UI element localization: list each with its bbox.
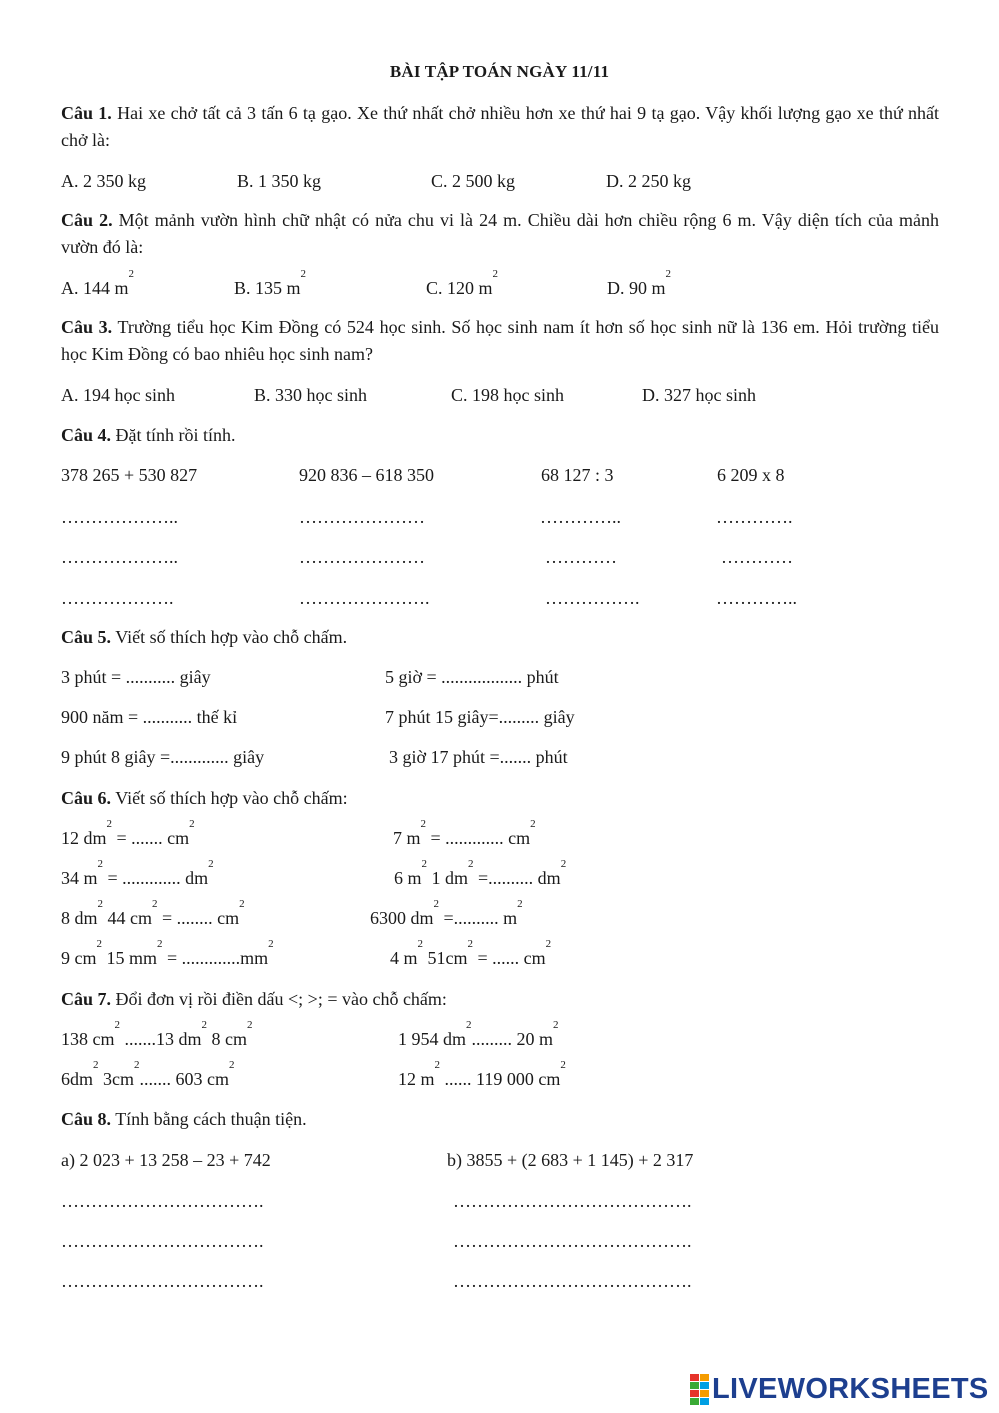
- answer-line[interactable]: …………………: [299, 547, 425, 567]
- answer-line[interactable]: …………..: [540, 507, 621, 527]
- question-label: Câu 5.: [61, 627, 112, 647]
- fill-item[interactable]: 9 $cm^2$ 15 $mm^2 = .............mm^2$: [61, 938, 274, 968]
- option-a[interactable]: A. 2 350 kg: [61, 171, 146, 191]
- question-label: Câu 7.: [61, 989, 112, 1009]
- expression: 6 209 x 8: [717, 465, 785, 485]
- question-text: Trường tiểu học Kim Đồng có 524 học sinh. Số học sinh nam ít hơn số học sinh nữ là 136 em. Hỏi trường tiểu học Kim Đồng có bao nhiêu học sinh nam?: [61, 317, 939, 364]
- compare-item[interactable]: 138 $cm^2$ .......13 $dm^2$ 8 $cm^2$: [61, 1019, 253, 1049]
- answer-line[interactable]: ………………..: [61, 507, 178, 527]
- question-label: Câu 1.: [61, 103, 112, 123]
- brand-name: LIVEWORKSHEETS: [712, 1372, 989, 1405]
- answer-line[interactable]: …………….: [545, 588, 640, 608]
- answer-line[interactable]: ………………………………….: [453, 1231, 692, 1251]
- question-3: [61, 314, 939, 368]
- blocks-icon: [690, 1374, 709, 1405]
- question-text: Đổi đơn vị rồi điền dấu <; >; = vào chỗ chấm:: [111, 989, 447, 1009]
- answer-line[interactable]: ………….: [716, 507, 793, 527]
- fill-item[interactable]: 3 phút = ........... giây: [61, 667, 211, 687]
- answer-line[interactable]: …………………: [299, 507, 425, 527]
- answer-line[interactable]: …………..: [716, 588, 797, 608]
- option-d[interactable]: D. 90 $m^2$: [607, 268, 671, 298]
- question-label: Câu 3.: [61, 317, 113, 337]
- answer-line[interactable]: ………………………………….: [453, 1191, 692, 1211]
- option-a[interactable]: A. 144 $m^2$: [61, 268, 134, 298]
- expression: 68 127 : 3: [541, 465, 614, 485]
- question-4: [61, 424, 236, 446]
- question-label: Câu 6.: [61, 788, 112, 808]
- option-a[interactable]: A. 194 học sinh: [61, 385, 175, 405]
- question-text: Đặt tính rồi tính.: [111, 425, 236, 445]
- answer-line[interactable]: ………………….: [299, 588, 430, 608]
- compare-item[interactable]: $6dm^2$ $3cm^2$....... 603 $cm^2$: [61, 1059, 235, 1089]
- fill-item[interactable]: 5 giờ = .................. phút: [385, 667, 559, 687]
- question-text: Hai xe chở tất cả 3 tấn 6 tạ gạo. Xe thứ nhất chở nhiều hơn xe thứ hai 9 tạ gạo. Vậy khối lượng gạo xe thứ nhất chở là:: [61, 103, 939, 150]
- question-7: [61, 988, 447, 1010]
- fill-item[interactable]: 6300 $dm^2$ =.......... $m^2$: [370, 898, 523, 928]
- expression: 378 265 + 530 827: [61, 465, 198, 485]
- compare-item[interactable]: 1 954 $dm^2$......... 20 $m^2$: [398, 1019, 559, 1049]
- fill-item[interactable]: 7 $m^2$ = ............. $cm^2$: [393, 818, 536, 848]
- question-6: [61, 787, 348, 809]
- fill-item[interactable]: 8 $dm^2$ 44 $cm^2$ = ........ $cm^2$: [61, 898, 245, 928]
- answer-line[interactable]: …………………………….: [61, 1271, 264, 1291]
- compare-item[interactable]: 12 $m^2$ ...... 119 000 $cm^2$: [398, 1059, 566, 1089]
- option-c[interactable]: C. 120 $m^2$: [426, 268, 499, 298]
- question-text: Tính bằng cách thuận tiện.: [111, 1109, 307, 1129]
- question-8: [61, 1108, 307, 1130]
- liveworksheets-logo: [690, 1374, 989, 1404]
- option-c[interactable]: C. 198 học sinh: [451, 385, 565, 405]
- answer-line[interactable]: …………: [721, 547, 793, 567]
- question-1: [61, 100, 939, 154]
- answer-line[interactable]: ………………………………….: [453, 1271, 692, 1291]
- fill-item[interactable]: 7 phút 15 giây=......... giây: [385, 707, 575, 727]
- answer-line[interactable]: …………………………….: [61, 1191, 264, 1211]
- worksheet-title: BÀI TẬP TOÁN NGÀY 11/11: [389, 62, 610, 81]
- question-label: Câu 2.: [61, 210, 113, 230]
- question-text: Viết số thích hợp vào chỗ chấm.: [111, 627, 348, 647]
- option-d[interactable]: D. 327 học sinh: [642, 385, 756, 405]
- fill-item[interactable]: 900 năm = ........... thế kỉ: [61, 707, 238, 727]
- option-b[interactable]: B. 1 350 kg: [237, 171, 322, 191]
- answer-line[interactable]: …………: [545, 547, 617, 567]
- option-b[interactable]: B. 330 học sinh: [254, 385, 368, 405]
- answer-line[interactable]: ……………….: [61, 588, 174, 608]
- question-label: Câu 4.: [61, 425, 112, 445]
- question-text: Một mảnh vườn hình chữ nhật có nửa chu vi là 24 m. Chiều dài hơn chiều rộng 6 m. Vậy diện tích của mảnh vườn đó là:: [61, 210, 939, 257]
- fill-item[interactable]: 12 $dm^2$ = ....... $cm^2$: [61, 818, 195, 848]
- fill-item[interactable]: 4 $m^2$ $51cm^2$ = ...... $cm^2$: [390, 938, 552, 968]
- expression-a: a) 2 023 + 13 258 – 23 + 742: [61, 1150, 271, 1170]
- option-b[interactable]: B. 135 $m^2$: [234, 268, 307, 298]
- answer-line[interactable]: ………………..: [61, 547, 178, 567]
- option-c[interactable]: C. 2 500 kg: [431, 171, 516, 191]
- fill-item[interactable]: 3 giờ 17 phút =....... phút: [389, 747, 568, 767]
- fill-item[interactable]: 6 $m^2$ 1 $dm^2$ =.......... $dm^2$: [394, 858, 567, 888]
- option-d[interactable]: D. 2 250 kg: [606, 171, 691, 191]
- fill-item[interactable]: 34 $m^2$ = ............. $dm^2$: [61, 858, 214, 888]
- expression-b: b) 3855 + (2 683 + 1 145) + 2 317: [447, 1150, 694, 1170]
- question-label: Câu 8.: [61, 1109, 112, 1129]
- question-text: Viết số thích hợp vào chỗ chấm:: [111, 788, 348, 808]
- fill-item[interactable]: 9 phút 8 giây =............. giây: [61, 747, 265, 767]
- question-2: [61, 207, 939, 261]
- question-5: [61, 626, 347, 648]
- answer-line[interactable]: …………………………….: [61, 1231, 264, 1251]
- expression: 920 836 – 618 350: [299, 465, 434, 485]
